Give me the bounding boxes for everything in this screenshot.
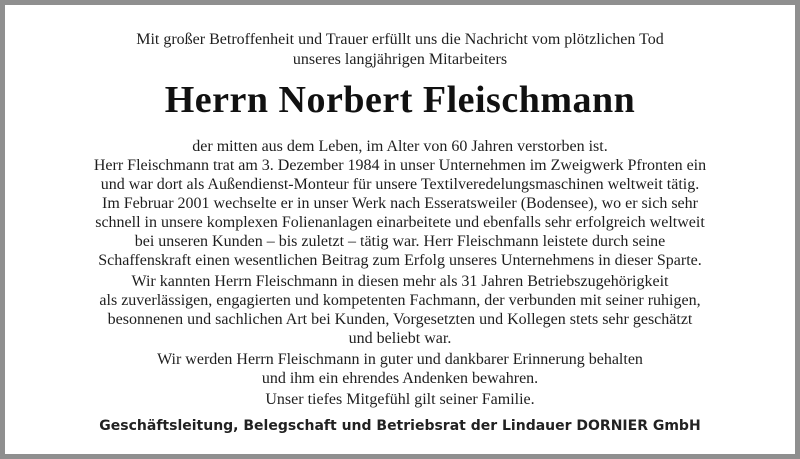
paragraph1-line: Herr Fleischmann trat am 3. Dezember 1984 in unser Unternehmen im Zweigwerk Pfronten ein xyxy=(93,157,707,174)
signature-line: Geschäftsleitung, Belegschaft und Betriebsrat der Lindauer DORNIER GmbH xyxy=(99,418,701,434)
paragraph2-line: Wir kannten Herrn Fleischmann in diesen mehr als 31 Jahren Betriebszugehörigkeit xyxy=(131,273,669,290)
paragraph1-line: bei unseren Kunden – bis zuletzt – tätig war. Herr Fleischmann leistete durch seine xyxy=(134,233,666,250)
paragraph2-line: und beliebt war. xyxy=(348,330,452,347)
intro-line: unseres langjährigen Mitarbeiters xyxy=(292,51,508,68)
subline: der mitten aus dem Leben, im Alter von 60 Jahren verstorben ist. xyxy=(192,138,608,155)
condolence-line: Unser tiefes Mitgefühl gilt seiner Familie. xyxy=(265,391,535,408)
intro-line: Mit großer Betroffenheit und Trauer erfüllt uns die Nachricht vom plötzlichen Tod xyxy=(136,31,664,48)
paragraph1-line: Schaffenskraft einen wesentlichen Beitrag zum Erfolg unseres Unternehmens in dieser Sparte. xyxy=(98,252,702,269)
paragraph3-line: Wir werden Herrn Fleischmann in guter und dankbarer Erinnerung behalten xyxy=(157,351,643,368)
intro-text xyxy=(5,30,795,70)
paragraph1-line: und war dort als Außendienst-Monteur für unsere Textilveredelungsmaschinen weltweit tätig. xyxy=(100,176,700,193)
paragraph1-line: Im Februar 2001 wechselte er in unser Werk nach Esseratsweiler (Bodensee), wo er sich sehr xyxy=(102,195,698,212)
paragraph2-line: als zuverlässigen, engagierten und kompetenten Fachmann, der verbunden mit seiner ruhigen, xyxy=(99,292,701,309)
obituary-notice xyxy=(5,5,795,454)
paragraph3-line: und ihm ein ehrendes Andenken bewahren. xyxy=(261,370,539,387)
paragraph2-line: besonnenen und sachlichen Art bei Kunden, Vorgesetzten und Kollegen stets sehr geschätzt xyxy=(107,311,693,328)
deceased-name: Herrn Norbert Fleischmann xyxy=(164,79,636,121)
obituary-body xyxy=(5,137,795,409)
paragraph1-line: schnell in unsere komplexen Folienanlagen einarbeitete und ebenfalls sehr erfolgreich weltweit xyxy=(95,214,705,231)
